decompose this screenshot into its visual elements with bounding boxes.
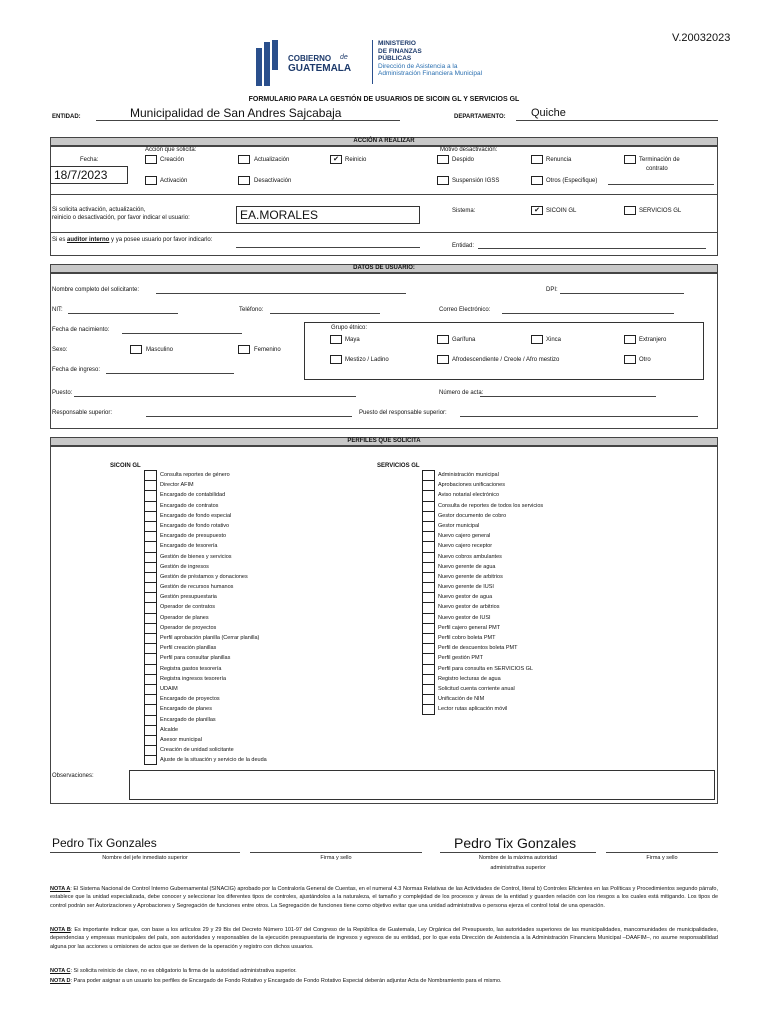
sicoin-profile-checkbox[interactable] — [144, 745, 157, 755]
servicios-profile-label: Perfil de descuentos boleta PMT — [438, 645, 518, 652]
garifuna-label: Garífuna — [452, 337, 476, 343]
sicoin-profile-label: Gestión de recursos humanos — [160, 584, 234, 591]
servicios-profile-label: Nuevo gerente de agua — [438, 563, 496, 570]
usuario-input[interactable]: EA.MORALES — [236, 206, 420, 224]
servicios-profile-label: Nuevo gestor de IUSI — [438, 614, 491, 621]
sicoin-profile-label: Encargado de planes — [160, 706, 212, 713]
servicios-profile-item[interactable] — [422, 674, 543, 684]
servicios-profile-checkbox[interactable] — [422, 582, 435, 592]
direccion-line2: Administración Financiera Municipal — [378, 70, 483, 77]
servicios-profile-item[interactable] — [422, 694, 543, 704]
autoridad-nombre: Pedro Tix Gonzales — [454, 835, 577, 851]
servicios-profile-item[interactable] — [422, 684, 543, 694]
sicoin-profile-item[interactable] — [144, 531, 267, 541]
terminacion-checkbox[interactable] — [624, 155, 636, 164]
desactivacion-checkbox[interactable] — [238, 176, 250, 185]
sicoin-profile-checkbox[interactable] — [144, 582, 157, 592]
servicios-profile-checkbox[interactable] — [422, 623, 435, 633]
sicoin-profile-label: Registra ingresos tesorería — [160, 675, 227, 682]
departamento-label: DEPARTAMENTO: — [454, 114, 506, 120]
renuncia-label: Renuncia — [546, 157, 572, 163]
actualizacion-label: Actualización — [254, 157, 290, 163]
sicoin-profile-label: Ajuste de la situación y servicio de la deuda — [160, 757, 267, 764]
activacion-checkbox[interactable] — [145, 176, 157, 185]
servicios-profile-label: Gestor municipal — [438, 522, 480, 529]
sicoin-profile-item[interactable] — [144, 643, 267, 653]
terminacion-label-2: contrato — [646, 166, 668, 172]
motivo-label: Motivo desactivación: — [440, 147, 498, 153]
reinicio-label: Reinicio — [345, 157, 367, 163]
servicios-profile-label: Registro lecturas de agua — [438, 675, 501, 682]
sicoin-profile-checkbox[interactable] — [144, 511, 157, 521]
servicios-profile-checkbox[interactable] — [422, 653, 435, 663]
nota-a: NOTA A: El Sistema Nacional de Control Interno Gubernamental (SINACIG) aprobado por la Contraloría General de Cuentas, en el numeral 4.3 Normas Relativas de las Actividades de Control, literal b) Controles Eficientes en las Políticas y Procedimientos segundo párrafo, establece que la unidad especializada, debe conocer y seleccionar los diferentes tipos de controles, ajustándolos a la naturaleza, el tamaño y complejidad de los procesos y áreas de la entidad y guarden relación con los riesgos a los cuales está mitigando. Los tipos de control podrán ser Autorizaciones y Aprobaciones y Segregación de funciones entre otros. La Segregación de funciones tiene como objetivo evitar que una unidad administrativa o persona ejerza el control total de una operación. — [50, 886, 718, 909]
servicios-profile-checkbox[interactable] — [422, 664, 435, 674]
servicios-gl-checkbox[interactable] — [624, 206, 636, 215]
sicoin-profile-label: Encargado de contratos — [160, 502, 219, 509]
servicios-profile-item[interactable] — [422, 704, 543, 714]
afro-checkbox[interactable] — [437, 355, 449, 364]
ministerio-block — [378, 40, 482, 78]
servicios-profile-label: Nuevo gestor de agua — [438, 594, 493, 601]
gobierno-logo — [256, 40, 376, 86]
sicoin-profile-label: Perfil creación planillas — [160, 645, 217, 652]
servicios-profile-item[interactable] — [422, 623, 543, 633]
sicoin-profile-checkbox[interactable] — [144, 602, 157, 612]
sicoin-profile-checkbox[interactable] — [144, 470, 157, 480]
servicios-profile-label: Aprobaciones unificaciones — [438, 482, 505, 489]
mestizo-label: Mestizo / Ladino — [345, 357, 389, 363]
despido-checkbox[interactable] — [437, 155, 449, 164]
servicios-profile-checkbox[interactable] — [422, 572, 435, 582]
sicoin-profile-item[interactable] — [144, 582, 267, 592]
garifuna-checkbox[interactable] — [437, 335, 449, 344]
sicoin-profile-item[interactable] — [144, 755, 267, 765]
sicoin-profile-label: Registra gastos tesorería — [160, 665, 222, 672]
sicoin-profile-item[interactable] — [144, 623, 267, 633]
servicios-profile-checkbox[interactable] — [422, 511, 435, 521]
perfiles-header: PERFILES QUE SOLICITA — [50, 437, 718, 446]
servicios-profile-checkbox[interactable] — [422, 480, 435, 490]
servicios-profile-item[interactable] — [422, 582, 543, 592]
usuario-label-1: Si solicita activación, actualización, — [52, 207, 146, 213]
servicios-profile-checkbox[interactable] — [422, 684, 435, 694]
sicoin-profile-item[interactable] — [144, 480, 267, 490]
sicoin-profile-checkbox[interactable] — [144, 674, 157, 684]
servicios-profile-item[interactable] — [422, 562, 543, 572]
masculino-label: Masculino — [146, 347, 174, 353]
sicoin-profile-label: Encargado de proyectos — [160, 696, 220, 703]
sicoin-profile-checkbox[interactable] — [144, 501, 157, 511]
creacion-label: Creación — [160, 157, 185, 163]
nota-d: NOTA D: Para poder asignar a un usuario los perfiles de Encargado de Fondo Rotativo y Encargado de Fondo Rotativo Especial deberán adjuntar Acta de Nombramiento para el mismo. — [50, 978, 502, 984]
sicoin-profile-checkbox[interactable] — [144, 704, 157, 714]
creacion-checkbox[interactable] — [145, 155, 157, 164]
servicios-profile-item[interactable] — [422, 480, 543, 490]
sicoin-profile-item[interactable] — [144, 501, 267, 511]
ministerio-line2: DE FINANZAS — [378, 47, 422, 55]
sicoin-profile-item[interactable] — [144, 715, 267, 725]
xinca-label: Xinca — [546, 337, 562, 343]
extranjero-label: Extranjero — [639, 337, 667, 343]
sicoin-profile-checkbox[interactable] — [144, 592, 157, 602]
servicios-profile-item[interactable] — [422, 602, 543, 612]
servicios-profile-label: Unificación de NIM — [438, 696, 485, 703]
sicoin-profile-checkbox[interactable] — [144, 735, 157, 745]
sicoin-profile-checkbox[interactable] — [144, 531, 157, 541]
sicoin-profile-item[interactable] — [144, 511, 267, 521]
servicios-profile-checkbox[interactable] — [422, 613, 435, 623]
sicoin-profile-item[interactable] — [144, 745, 267, 755]
servicios-profile-label: Perfil cajero general PMT — [438, 624, 501, 631]
sicoin-profile-item[interactable] — [144, 684, 267, 694]
terminacion-label-1: Terminación de — [639, 157, 680, 163]
sicoin-profile-checkbox[interactable] — [144, 623, 157, 633]
ministerio-line3: PÚBLICAS — [378, 55, 412, 62]
accion-header: ACCIÓN A REALIZAR — [50, 137, 718, 146]
suspension-checkbox[interactable] — [437, 176, 449, 185]
sicoin-profile-item[interactable] — [144, 613, 267, 623]
sicoin-profile-label: Director AFIM — [160, 482, 194, 489]
servicios-profile-checkbox[interactable] — [422, 704, 435, 714]
puesto-responsable-label: Puesto del responsable superior: — [359, 410, 447, 416]
sicoin-profile-label: Encargado de presupuesto — [160, 533, 227, 540]
servicios-profile-label: Nuevo cajero general — [438, 533, 491, 540]
direccion-line1: Dirección de Asistencia a la — [378, 62, 458, 70]
sicoin-profile-label: Gestión de bienes y servicios — [160, 553, 232, 560]
sicoin-profile-item[interactable] — [144, 541, 267, 551]
sicoin-profile-item[interactable] — [144, 633, 267, 643]
sicoin-profile-checkbox[interactable] — [144, 572, 157, 582]
servicios-profile-label: Aviso notarial electrónico — [438, 492, 500, 499]
sicoin-profile-checkbox[interactable] — [144, 562, 157, 572]
activacion-label: Activación — [160, 178, 188, 184]
sicoin-profile-label: Asesor municipal — [160, 736, 202, 743]
xinca-checkbox[interactable] — [531, 335, 543, 344]
servicios-profile-item[interactable] — [422, 664, 543, 674]
gobierno-de: de — [340, 54, 348, 61]
gobierno-line2: GUATEMALA — [288, 63, 352, 74]
servicios-title: SERVICIOS GL — [377, 463, 420, 469]
actualizacion-checkbox[interactable] — [238, 155, 250, 164]
sicoin-profile-label: Encargado de fondo rotativo — [160, 522, 230, 529]
servicios-profile-checkbox[interactable] — [422, 521, 435, 531]
sicoin-profile-item[interactable] — [144, 521, 267, 531]
ministerio-line1: MINISTERIO — [378, 40, 416, 47]
sicoin-profile-label: Operador de planes — [160, 614, 209, 621]
sicoin-profile-checkbox[interactable] — [144, 552, 157, 562]
servicios-profile-label: Perfil cobro boleta PMT — [438, 635, 496, 641]
masculino-checkbox[interactable] — [130, 345, 142, 354]
servicios-profile-item[interactable] — [422, 501, 543, 511]
renuncia-checkbox[interactable] — [531, 155, 543, 164]
servicios-profile-item[interactable] — [422, 521, 543, 531]
servicios-profile-label: Solicitud cuenta corriente anual — [438, 685, 515, 692]
fecha-input[interactable]: 18/7/2023 — [50, 166, 128, 184]
sicoin-profile-checkbox[interactable] — [144, 664, 157, 674]
sicoin-profile-label: Gestión de ingresos — [160, 563, 209, 570]
sicoin-profile-checkbox[interactable] — [144, 653, 157, 663]
servicios-profile-item[interactable] — [422, 633, 543, 643]
servicios-profile-label: Perfil gestión PMT — [438, 655, 483, 662]
usuario-label-2: reinicio o desactivación, por favor indicar el usuario: — [52, 215, 190, 221]
sicoin-profile-item[interactable] — [144, 694, 267, 704]
datos-header: DATOS DE USUARIO: — [50, 264, 718, 273]
sicoin-profile-item[interactable] — [144, 704, 267, 714]
sicoin-profile-checkbox[interactable] — [144, 613, 157, 623]
firma-sello-2: Firma y sello — [646, 855, 678, 861]
servicios-profile-label: Nuevo gerente de IUSI — [438, 584, 494, 591]
servicios-profile-label: Nuevo cajero receptor — [438, 543, 493, 550]
sicoin-profile-label: Perfil aprobación planilla (Cerrar planilla) — [160, 635, 260, 641]
sicoin-profile-item[interactable] — [144, 725, 267, 735]
sicoin-profile-item[interactable] — [144, 490, 267, 500]
nota-c: NOTA C: Si solicita reinicio de clave, no es obligatorio la firma de la autoridad administrativa superior. — [50, 968, 297, 974]
sicoin-profile-label: Encargado de fondo especial — [160, 512, 232, 519]
servicios-profile-checkbox[interactable] — [422, 694, 435, 704]
sicoin-profile-label: Alcalde — [160, 726, 179, 733]
sicoin-gl-label: SICOIN GL — [546, 208, 577, 214]
sicoin-profile-item[interactable] — [144, 592, 267, 602]
entidad-value[interactable]: Municipalidad de San Andres Sajcabaja — [130, 106, 342, 120]
observaciones-input[interactable] — [129, 770, 715, 800]
sicoin-profile-checkbox[interactable] — [144, 490, 157, 500]
servicios-profile-item[interactable] — [422, 592, 543, 602]
sicoin-profile-label: Consulta reportes de género — [160, 472, 230, 478]
otros-checkbox[interactable] — [531, 176, 543, 185]
observaciones-label: Observaciones: — [52, 773, 94, 779]
nit-label: NIT: — [52, 307, 63, 313]
maya-label: Maya — [345, 337, 360, 343]
sicoin-profile-list — [144, 470, 267, 765]
jefe-label: Nombre del jefe inmediato superior — [102, 855, 188, 861]
sistema-label: Sistema: — [452, 208, 476, 214]
servicios-profile-checkbox[interactable] — [422, 552, 435, 562]
grupo-label: Grupo étnico: — [331, 325, 368, 331]
form-title: FORMULARIO PARA LA GESTIÓN DE USUARIOS DE SICOIN GL Y SERVICIOS GL — [248, 96, 520, 103]
sicoin-profile-checkbox[interactable] — [144, 694, 157, 704]
servicios-profile-checkbox[interactable] — [422, 541, 435, 551]
servicios-profile-item[interactable] — [422, 541, 543, 551]
sexo-label: Sexo: — [52, 347, 68, 353]
sicoin-profile-checkbox[interactable] — [144, 541, 157, 551]
servicios-profile-item[interactable] — [422, 490, 543, 500]
jefe-nombre: Pedro Tix Gonzales — [52, 836, 157, 850]
sicoin-profile-label: Encargado de contabilidad — [160, 492, 226, 499]
version-label: V.20032023 — [672, 32, 731, 44]
servicios-profile-checkbox[interactable] — [422, 501, 435, 511]
sicoin-profile-checkbox[interactable] — [144, 643, 157, 653]
gobierno-line1: COBIERNO — [288, 54, 332, 63]
servicios-profile-item[interactable] — [422, 511, 543, 521]
servicios-profile-checkbox[interactable] — [422, 470, 435, 480]
sicoin-profile-item[interactable] — [144, 602, 267, 612]
desactivacion-label: Desactivación — [254, 178, 292, 184]
sicoin-profile-label: Gestión presupuestaria — [160, 594, 217, 601]
dpi-label: DPI: — [546, 287, 558, 293]
puesto-label: Puesto: — [52, 390, 73, 396]
sicoin-profile-checkbox[interactable] — [144, 684, 157, 694]
sicoin-profile-checkbox[interactable] — [144, 715, 157, 725]
servicios-profile-checkbox[interactable] — [422, 674, 435, 684]
sicoin-profile-checkbox[interactable] — [144, 480, 157, 490]
reinicio-checkbox[interactable]: ✔ — [330, 155, 342, 164]
mestizo-checkbox[interactable] — [330, 355, 342, 364]
sicoin-profile-item[interactable] — [144, 562, 267, 572]
sicoin-profile-label: UDAIM — [160, 685, 178, 692]
sicoin-profile-item[interactable] — [144, 664, 267, 674]
servicios-profile-item[interactable] — [422, 643, 543, 653]
entidad-auditor-label: Entidad: — [452, 243, 475, 249]
accion-label: Acción que solicita: — [145, 147, 197, 153]
servicios-profile-checkbox[interactable] — [422, 592, 435, 602]
servicios-profile-label: Gestor documento de cobro — [438, 512, 507, 519]
servicios-profile-item[interactable] — [422, 552, 543, 562]
nacimiento-label: Fecha de nacimiento: — [52, 327, 110, 333]
telefono-label: Teléfono: — [239, 307, 264, 313]
sicoin-profile-checkbox[interactable] — [144, 725, 157, 735]
firma-sello-1: Firma y sello — [320, 855, 352, 861]
sicoin-profile-item[interactable] — [144, 552, 267, 562]
sicoin-profile-label: Operador de proyectos — [160, 624, 217, 631]
sicoin-profile-item[interactable] — [144, 572, 267, 582]
acta-label: Número de acta: — [439, 390, 484, 396]
departamento-value[interactable]: Quiche — [531, 107, 566, 119]
sicoin-profile-checkbox[interactable] — [144, 521, 157, 531]
extranjero-checkbox[interactable] — [624, 335, 636, 344]
servicios-profile-item[interactable] — [422, 653, 543, 663]
correo-label: Correo Electrónico: — [439, 307, 491, 313]
fecha-label: Fecha: — [80, 157, 99, 163]
otros-label: Otros (Especifique) — [546, 178, 598, 184]
sicoin-profile-label: Encargado de planillas — [160, 716, 216, 723]
sicoin-profile-label: Operador de contratos — [160, 604, 216, 611]
ingreso-label: Fecha de ingreso: — [52, 367, 101, 373]
servicios-profile-label: Administración municipal — [438, 472, 499, 478]
servicios-profile-checkbox[interactable] — [422, 562, 435, 572]
servicios-profile-checkbox[interactable] — [422, 490, 435, 500]
otro-checkbox[interactable] — [624, 355, 636, 364]
sicoin-gl-checkbox[interactable]: ✔ — [531, 206, 543, 215]
maya-checkbox[interactable] — [330, 335, 342, 344]
autoridad-label-1: Nombre de la máxima autoridad — [478, 855, 558, 861]
servicios-profile-label: Nuevo gerente de arbitrios — [438, 573, 503, 580]
sicoin-profile-item[interactable] — [144, 653, 267, 663]
afro-label: Afrodescendiente / Creole / Afro mestizo — [452, 357, 560, 363]
sicoin-profile-checkbox[interactable] — [144, 633, 157, 643]
sicoin-profile-label: Creación de unidad solicitante — [160, 747, 234, 754]
despido-label: Despido — [452, 157, 475, 163]
servicios-profile-item[interactable] — [422, 613, 543, 623]
otro-label: Otro — [639, 357, 651, 363]
sicoin-profile-item[interactable] — [144, 470, 267, 480]
auditor-label: Si es auditor interno y ya posee usuario por favor indicarlo: — [52, 237, 213, 243]
entidad-label: ENTIDAD: — [52, 114, 81, 120]
sicoin-profile-checkbox[interactable] — [144, 755, 157, 765]
servicios-profile-checkbox[interactable] — [422, 531, 435, 541]
nota-b: NOTA B: Es importante indicar que, con base a los artículos 29 y 29 Bis del Decreto Número 101-97 del Congreso de la República de Guatemala, Ley Orgánica del Presupuesto, las autoridades superiores de las municipalidades, mancomunidades de municipalidades, dependencias y empresas municipales del país, son autoridades y responsables de la ejecución presupuestaria de ingresos y egresos de su entidad, por lo que esta Dirección de Asistencia a la Administración Financiera Municipal –DAAFIM–, no asume responsabilidad alguna por las acciones u omisiones de actos que se deriven de la operación y registro con dichos usuarios. — [50, 927, 718, 950]
servicios-profile-item[interactable] — [422, 572, 543, 582]
servicios-profile-checkbox[interactable] — [422, 633, 435, 643]
servicios-profile-checkbox[interactable] — [422, 602, 435, 612]
servicios-profile-label: Perfil para consulta en SERVICIOS GL — [438, 665, 533, 672]
servicios-gl-label: SERVICIOS GL — [639, 208, 682, 214]
servicios-profile-label: Nuevo gestor de arbitrios — [438, 604, 500, 611]
servicios-profile-item[interactable] — [422, 531, 543, 541]
femenino-checkbox[interactable] — [238, 345, 250, 354]
servicios-profile-item[interactable] — [422, 470, 543, 480]
nombre-label: Nombre completo del solicitante: — [52, 287, 140, 293]
femenino-label: Femenino — [254, 347, 281, 353]
sicoin-profile-label: Encargado de tesorería — [160, 543, 218, 550]
autoridad-label-2: administrativa superior — [490, 865, 546, 871]
suspension-label: Suspensión IGSS — [452, 178, 500, 184]
sicoin-profile-item[interactable] — [144, 674, 267, 684]
sicoin-profile-label: Gestión de préstamos y donaciones — [160, 573, 248, 580]
servicios-profile-list — [422, 470, 543, 715]
sicoin-title: SICOIN GL — [110, 463, 141, 469]
servicios-profile-label: Consulta de reportes de todos los servicios — [438, 502, 544, 509]
sicoin-profile-item[interactable] — [144, 735, 267, 745]
servicios-profile-label: Lector rutas aplicación móvil — [438, 706, 508, 713]
servicios-profile-label: Nuevo cobros ambulantes — [438, 553, 502, 560]
servicios-profile-checkbox[interactable] — [422, 643, 435, 653]
sicoin-profile-label: Perfil para consultar planillas — [160, 655, 231, 662]
responsable-label: Responsable superior: — [52, 410, 113, 416]
